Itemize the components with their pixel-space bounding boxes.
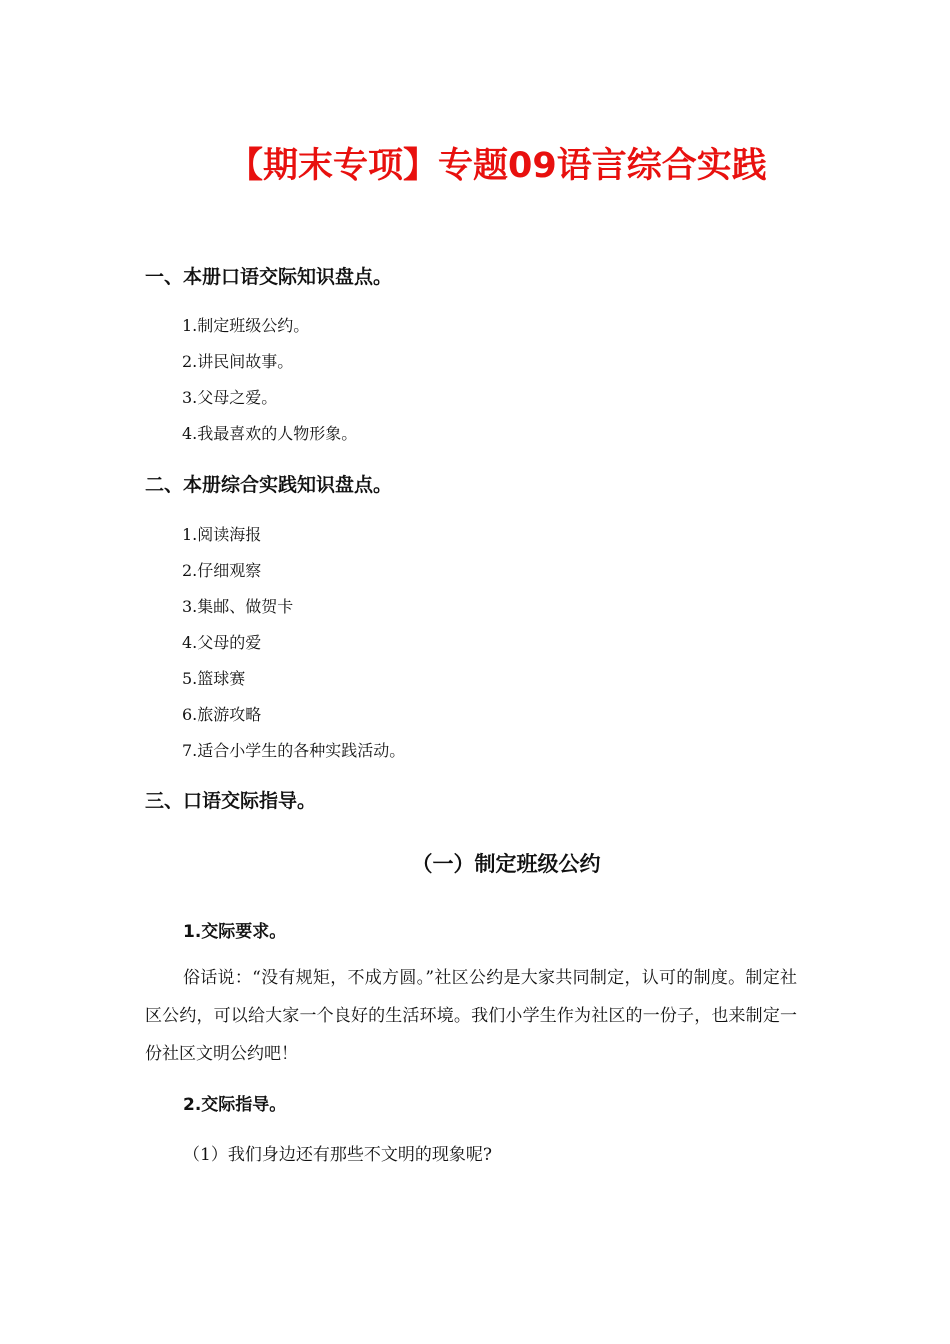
- question-item: （1）我们身边还有那些不文明的现象呢?: [183, 1145, 492, 1165]
- part-heading-2: 2.交际指导。: [183, 1095, 287, 1115]
- list-item: 4.父母的爱: [182, 633, 262, 652]
- list-item: 3.父母之爱。: [182, 388, 278, 407]
- list-item: 3.集邮、做贺卡: [182, 597, 294, 616]
- section-heading-2: 二、本册综合实践知识盘点。: [145, 474, 393, 496]
- list-item: 2.仔细观察: [182, 561, 262, 580]
- section-list-1: [182, 315, 357, 459]
- list-item: 2.讲民间故事。: [182, 352, 294, 371]
- list-item: 6.旅游攻略: [182, 705, 262, 724]
- document-title: 【期末专项】专题09语言综合实践: [228, 146, 767, 186]
- body-paragraph: 俗话说：“没有规矩，不成方圆。”社区公约是大家共同制定，认可的制度。制定社区公约，可以给大家一个良好的生活环境。我们小学生作为社区的一份子，也来制定一份社区文明公约吧！: [145, 968, 797, 1064]
- section-list-2: [182, 524, 405, 776]
- list-item: 4.我最喜欢的人物形象。: [182, 424, 358, 443]
- part-heading-1: 1.交际要求。: [183, 922, 287, 942]
- section-heading-3: 三、口语交际指导。: [145, 790, 317, 812]
- subsection-title: （一）制定班级公约: [411, 852, 601, 876]
- list-item: 7.适合小学生的各种实践活动。: [182, 741, 406, 760]
- list-item: 5.篮球赛: [182, 669, 246, 688]
- list-item: 1.制定班级公约。: [182, 316, 310, 335]
- list-item: 1.阅读海报: [182, 525, 262, 544]
- section-heading-1: 一、本册口语交际知识盘点。: [145, 266, 393, 288]
